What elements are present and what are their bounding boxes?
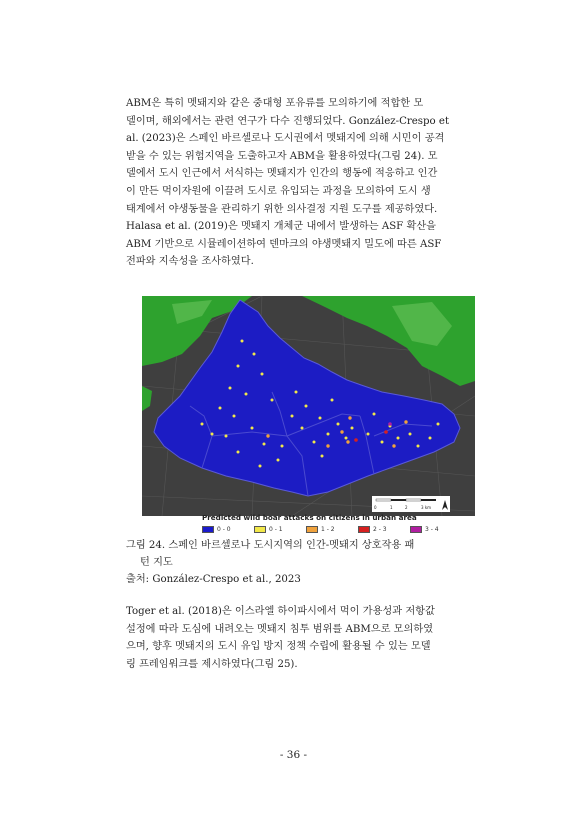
legend-label: 2 - 3 xyxy=(373,525,387,533)
scale-label: 3 km xyxy=(421,505,432,510)
figure-source: 출처: González-Crespo et al., 2023 xyxy=(126,574,301,585)
legend-swatch xyxy=(358,526,370,533)
figure-caption-continued: 턴 지도 xyxy=(140,557,173,568)
figure-caption: 그림 24. 스페인 바르셀로나 도시지역의 인간-멧돼지 상호작용 패 xyxy=(126,540,415,551)
legend-item xyxy=(306,525,335,533)
paragraph-line: 태계에서 야생동물을 관리하기 위한 의사결정 지원 도구를 제공하였다. xyxy=(126,203,438,215)
paragraph-line: Halasa et al. (2019)은 멧돼지 개체군 내에서 발생하는 ASF 확산을 xyxy=(126,221,437,233)
paragraph-line: 받을 수 있는 위험지역을 도출하고자 ABM을 활용하였다(그림 24). 모 xyxy=(126,150,438,162)
legend-swatch xyxy=(410,526,422,533)
scale-label: 2 xyxy=(405,505,408,510)
body-paragraph-2 xyxy=(126,603,471,673)
paragraph-line: al. (2023)은 스페인 바르셀로나 도시권에서 멧돼지에 의해 시민이 공격 xyxy=(126,133,445,145)
scale-bar xyxy=(372,496,450,512)
paragraph-line: 전파와 지속성을 조사하였다. xyxy=(126,256,254,268)
legend-label: 1 - 2 xyxy=(321,525,335,533)
paragraph-line: Toger et al. (2018)은 이스라엘 하이파시에서 먹이 가용성과 저항값 xyxy=(126,606,435,617)
legend-item xyxy=(410,525,439,533)
legend-swatch xyxy=(254,526,266,533)
wild-boar-attack-map xyxy=(142,296,475,516)
legend-item xyxy=(358,525,387,533)
page-number: - 36 - xyxy=(279,749,308,761)
legend-swatch xyxy=(306,526,318,533)
body-paragraph-1 xyxy=(126,95,471,271)
paragraph-line: 델이며, 해외에서는 관련 연구가 다수 진행되었다. González-Crespo et xyxy=(126,115,450,127)
legend-label: 0 - 0 xyxy=(217,525,231,533)
legend-swatch xyxy=(202,526,214,533)
paragraph-line: ABM은 특히 멧돼지와 같은 중대형 포유류를 모의하기에 적합한 모 xyxy=(126,98,424,109)
legend-title: Predicted wild boar attacks on citizens in urban area xyxy=(202,513,417,522)
scale-label: 1 xyxy=(390,505,393,510)
paragraph-line: 델에서 도시 인근에서 서식하는 멧돼지가 인간의 행동에 적응하고 인간 xyxy=(126,168,438,180)
scale-label: 0 xyxy=(374,505,377,510)
paragraph-line: 설정에 따라 도심에 내려오는 멧돼지 침투 범위를 ABM으로 모의하였 xyxy=(126,623,434,635)
legend-item xyxy=(254,525,283,533)
paragraph-line: 으며, 향후 멧돼지의 도시 유입 방지 정책 수립에 활용될 수 있는 모델 xyxy=(126,641,431,653)
legend-item xyxy=(202,525,231,533)
map-svg xyxy=(142,296,475,516)
legend-label: 0 - 1 xyxy=(269,525,283,533)
paragraph-line: 이 만든 먹이자원에 이끌려 도시로 유입되는 과정을 모의하여 도시 생 xyxy=(126,185,431,197)
paragraph-line: ABM 기반으로 시뮬레이션하여 덴마크의 야생멧돼지 밀도에 따른 ASF xyxy=(126,238,442,250)
legend-label: 3 - 4 xyxy=(425,525,439,533)
map-legend xyxy=(142,513,475,535)
paragraph-line: 링 프레임워크를 제시하였다(그림 25). xyxy=(126,658,298,670)
